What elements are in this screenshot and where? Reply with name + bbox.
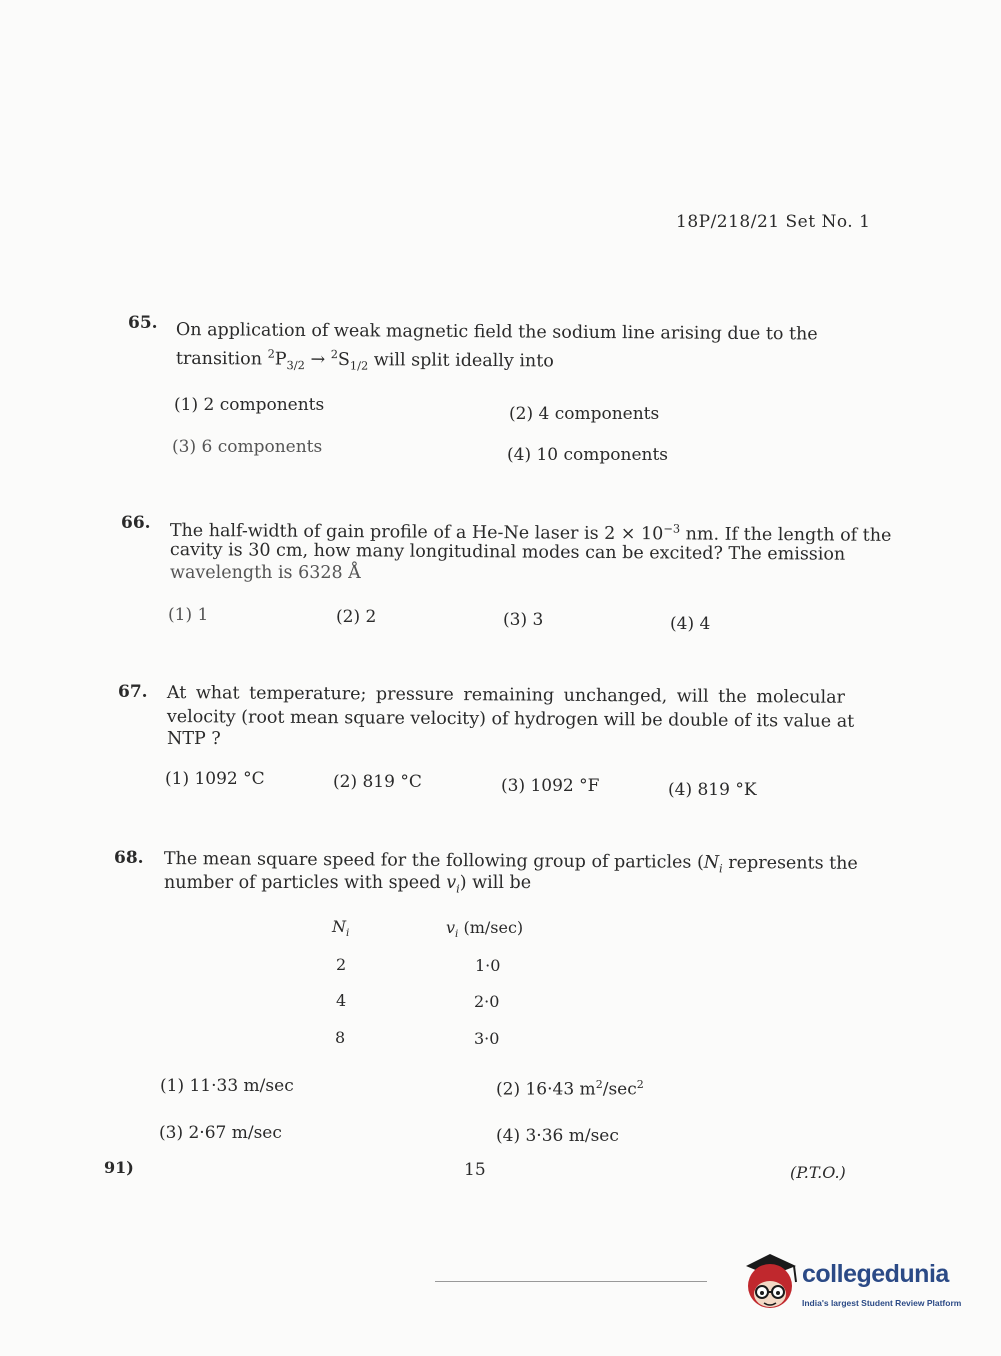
option-2: (2) 2 <box>336 607 377 627</box>
option-2: (2) 819 °C <box>333 772 422 792</box>
subscript: 1/2 <box>349 358 369 373</box>
mascot-icon <box>740 1248 800 1318</box>
text-segment: ) will be <box>459 873 532 893</box>
subscript: 3/2 <box>286 358 305 373</box>
superscript: 2 <box>267 346 275 361</box>
text-segment: (2) 16·43 m <box>496 1079 596 1100</box>
table-cell: 4 <box>336 991 347 1010</box>
question-number: 66. <box>121 513 151 533</box>
superscript: 2 <box>330 347 339 362</box>
option-3: (3) 3 <box>503 610 544 630</box>
text-segment: number of particles with speed <box>164 873 447 893</box>
question-text-line: NTP ? <box>167 729 221 749</box>
paper-code-header: 18P/218/21 Set No. 1 <box>676 212 871 232</box>
option-4: (4) 10 components <box>507 445 669 465</box>
question-text-line: wavelength is 6328 Å <box>170 563 361 583</box>
option-2 <box>496 1078 644 1100</box>
option-1: (1) 2 components <box>174 395 325 415</box>
variable: N <box>332 917 346 936</box>
logo-wordmark: collegedunia <box>802 1260 949 1288</box>
term-symbol: S <box>337 349 351 371</box>
divider-line <box>435 1281 707 1282</box>
question-text-line: At what temperature; pressure remaining unchanged, will the molecular <box>166 683 846 708</box>
text-segment: transition <box>175 348 263 370</box>
option-2: (2) 4 components <box>509 404 660 424</box>
table-cell: 3·0 <box>474 1029 500 1048</box>
variable: N <box>703 852 720 873</box>
option-3: (3) 2·67 m/sec <box>159 1123 282 1143</box>
arrow-symbol: → <box>310 349 326 370</box>
option-3: (3) 1092 °F <box>501 776 600 796</box>
logo-tagline: India's largest Student Review Platform <box>802 1298 962 1308</box>
option-1: (1) 1092 °C <box>165 769 265 789</box>
table-header-vi <box>446 918 523 940</box>
text-segment: will split ideally into <box>373 350 554 372</box>
option-1: (1) 11·33 m/sec <box>160 1076 294 1096</box>
option-1: (1) 1 <box>168 605 209 625</box>
subscript: i <box>455 928 459 941</box>
text-segment: /sec <box>602 1079 637 1100</box>
table-cell: 2·0 <box>474 992 500 1011</box>
subscript: i <box>346 927 350 940</box>
superscript: 2 <box>636 1078 644 1091</box>
superscript: −3 <box>663 521 681 536</box>
variable: v <box>446 918 456 937</box>
option-4: (4) 4 <box>670 614 711 634</box>
question-text-line: On application of weak magnetic field the sodium line arising due to the <box>175 319 818 345</box>
table-cell: 8 <box>335 1028 346 1047</box>
table-cell: 2 <box>336 955 347 974</box>
table-cell: 1·0 <box>475 956 501 975</box>
subscript: i <box>456 881 460 896</box>
page-number: 15 <box>464 1160 486 1180</box>
question-text-line: cavity is 30 cm, how many longitudinal modes can be excited? The emission <box>169 540 846 565</box>
table-header-ni <box>332 917 349 939</box>
text-segment: The half-width of gain profile of a He-Ne laser is 2 × 10 <box>169 520 664 545</box>
option-4: (4) 3·36 m/sec <box>496 1126 619 1146</box>
pto-label: (P.T.O.) <box>790 1163 846 1182</box>
subscript: i <box>719 861 723 876</box>
text-segment: represents the <box>722 852 858 874</box>
superscript: 2 <box>595 1078 603 1091</box>
question-number: 67. <box>118 682 148 702</box>
footer-code: 91) <box>104 1158 134 1177</box>
option-4: (4) 819 °K <box>668 780 757 800</box>
question-text-line <box>176 342 554 379</box>
question-text-line: velocity (root mean square velocity) of hydrogen will be double of its value at <box>166 707 855 732</box>
question-number: 68. <box>114 848 144 868</box>
option-3: (3) 6 components <box>172 437 323 457</box>
variable: v <box>446 873 457 893</box>
text-segment: nm. If the length of the <box>680 524 892 546</box>
unit: (m/sec) <box>458 918 524 937</box>
question-number: 65. <box>128 313 158 333</box>
question-text-line <box>164 872 531 901</box>
text-segment: The mean square speed for the following group of particles ( <box>163 849 704 873</box>
term-symbol: P <box>274 349 287 370</box>
collegedunia-logo <box>740 1248 970 1318</box>
